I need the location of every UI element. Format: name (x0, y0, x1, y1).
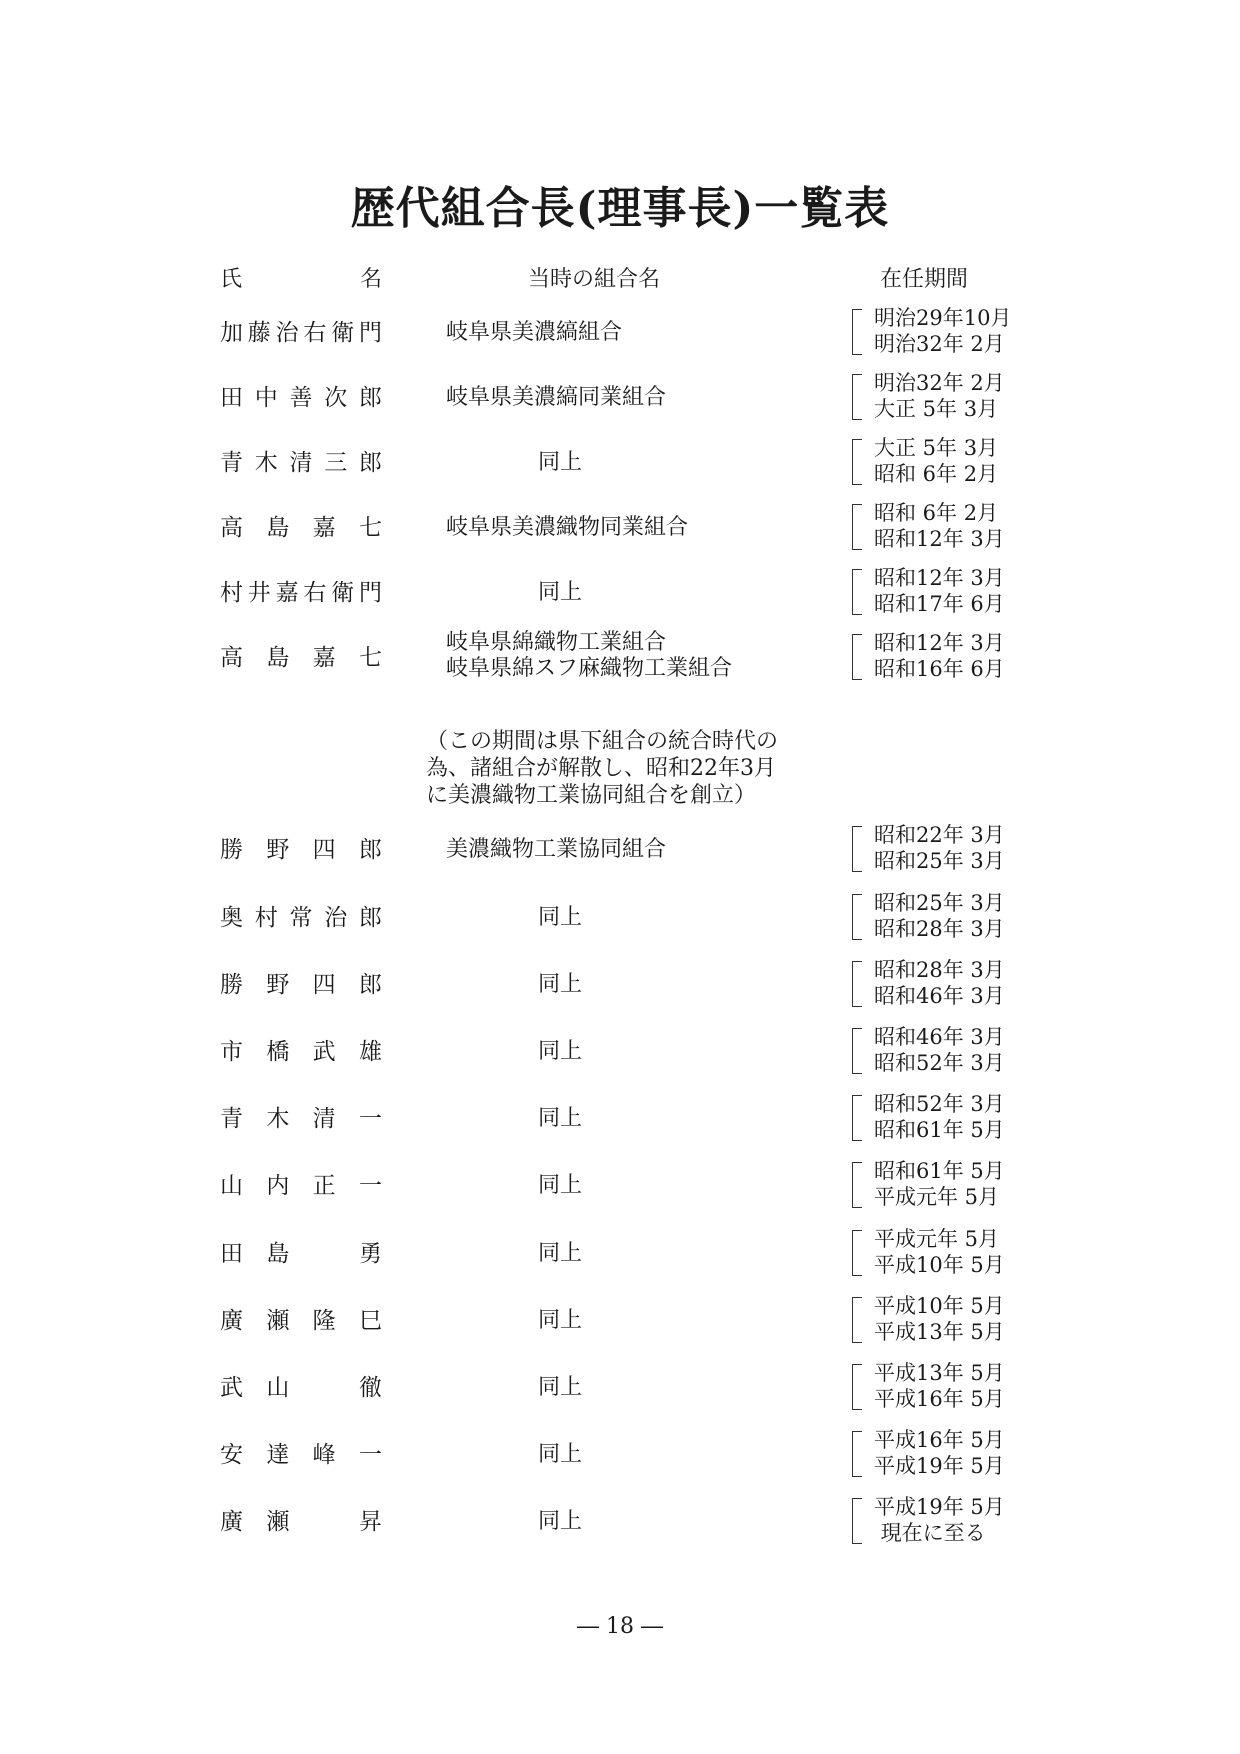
union-name (446, 515, 688, 541)
name-char: 瀬 (266, 1308, 290, 1334)
bracket-icon (852, 309, 862, 355)
union-name (538, 1442, 582, 1468)
name-char: 安 (220, 1442, 243, 1468)
bracket-icon (852, 439, 862, 485)
term-end: 平成13年 5月 (874, 1320, 1005, 1344)
union-name (538, 1308, 582, 1334)
name-char: 徹 (358, 1375, 382, 1401)
term-start: 平成13年 5月 (874, 1361, 1005, 1385)
term-end: 昭和12年 3月 (874, 527, 1005, 551)
term-start: 昭和25年 3月 (874, 891, 1005, 915)
name-char: 郎 (358, 837, 382, 863)
bracket-icon (852, 1162, 862, 1208)
term-end: 昭和28年 3月 (874, 917, 1005, 941)
name-char: 木 (254, 450, 278, 476)
term-start: 大正 5年 3月 (874, 436, 999, 460)
name-char: 右 (303, 320, 327, 346)
name-char (313, 1507, 336, 1537)
name-char: 四 (312, 972, 336, 998)
name-char: 隆 (312, 1308, 336, 1334)
union-name (538, 1173, 582, 1199)
name-char: 青 (220, 450, 243, 476)
name-char: 郎 (358, 972, 382, 998)
name-char: 一 (358, 1173, 382, 1199)
union-name (446, 385, 666, 411)
name-char: 嘉 (312, 515, 336, 541)
union-name-line: 同上 (538, 972, 583, 997)
note-line: に美濃織物工業協同組合を創立） (426, 783, 757, 808)
union-name-line: 同上 (538, 1375, 583, 1400)
name-char: 山 (220, 1173, 243, 1199)
name-char: 四 (312, 837, 336, 863)
name-char (313, 1373, 336, 1403)
header-union: 当時の組合名 (528, 267, 661, 292)
header-term: 在任期間 (880, 267, 969, 292)
name-char: 一 (358, 1442, 382, 1468)
term-end: 昭和16年 6月 (874, 657, 1005, 681)
chairman-name (220, 1306, 382, 1336)
name-char: 嘉 (312, 645, 336, 671)
term-start: 昭和61年 5月 (874, 1159, 1005, 1183)
term-start: 昭和 6年 2月 (874, 501, 999, 525)
note-line: （この期間は県下組合の統合時代の (426, 729, 779, 754)
page-title: 歴代組合長(理事長)一覧表 (350, 183, 890, 234)
term-start: 平成16年 5月 (874, 1428, 1005, 1452)
name-char: 達 (266, 1442, 290, 1468)
chairman-name (220, 643, 382, 673)
chairman-name (220, 1373, 382, 1403)
bracket-icon (852, 374, 862, 420)
header-name-first: 氏 (220, 267, 243, 292)
union-name (538, 1375, 582, 1401)
name-char: 勇 (358, 1241, 382, 1267)
union-name-line: 同上 (538, 1308, 583, 1333)
name-char: 山 (266, 1375, 290, 1401)
name-char: 島 (266, 515, 290, 541)
term-end: 昭和 6年 2月 (874, 462, 999, 486)
chairman-name (220, 1239, 382, 1269)
bracket-icon (852, 634, 862, 680)
term-start: 昭和28年 3月 (874, 958, 1005, 982)
chairman-name (220, 1037, 382, 1067)
union-name-line: 同上 (538, 1173, 583, 1198)
bracket-icon (852, 1095, 862, 1141)
union-name-line: 美濃織物工業協同組合 (446, 837, 667, 862)
chairman-name (220, 448, 382, 478)
chairman-name (220, 903, 382, 933)
name-char: 衛 (331, 580, 355, 606)
term-end: 昭和61年 5月 (874, 1118, 1005, 1142)
name-char: 雄 (358, 1039, 382, 1065)
term-end: 昭和25年 3月 (874, 849, 1005, 873)
term-end: 平成10年 5月 (874, 1253, 1005, 1277)
name-char: 廣 (220, 1509, 243, 1535)
name-char: 次 (324, 385, 348, 411)
name-char: 勝 (220, 972, 243, 998)
union-name (538, 905, 582, 931)
name-char: 右 (303, 580, 327, 606)
name-char: 清 (289, 450, 313, 476)
union-name (446, 320, 622, 346)
bracket-icon (852, 894, 862, 940)
chairman-name (220, 318, 382, 348)
term-end: 明治32年 2月 (874, 332, 1005, 356)
bracket-icon (852, 961, 862, 1007)
term-start: 平成10年 5月 (874, 1294, 1005, 1318)
union-name-line: 同上 (538, 905, 583, 930)
name-char: 武 (220, 1375, 243, 1401)
name-char: 巳 (358, 1308, 382, 1334)
chairman-name (220, 383, 382, 413)
name-char: 廣 (220, 1308, 243, 1334)
term-end: 大正 5年 3月 (874, 397, 999, 421)
term-start: 昭和52年 3月 (874, 1092, 1005, 1116)
name-char: 橋 (266, 1039, 290, 1065)
name-char: 七 (358, 515, 382, 541)
union-name (538, 580, 582, 606)
term-end: 平成元年 5月 (874, 1185, 1000, 1209)
bracket-icon (852, 826, 862, 872)
chairman-name (220, 970, 382, 1000)
chairman-name (220, 1171, 382, 1201)
union-name-line: 岐阜県綿織物工業組合 (446, 630, 667, 655)
name-char: 島 (266, 1241, 290, 1267)
union-name-line: 岐阜県美濃縞組合 (446, 320, 623, 345)
union-name-line: 岐阜県美濃織物同業組合 (446, 515, 689, 540)
chairman-name (220, 1507, 382, 1537)
term-end: 現在に至る (874, 1521, 986, 1545)
union-name (538, 1241, 582, 1267)
union-name-line: 同上 (538, 1106, 583, 1131)
bracket-icon (852, 1498, 862, 1544)
union-name (538, 1039, 582, 1065)
name-char: 島 (266, 645, 290, 671)
name-char: 野 (266, 837, 290, 863)
name-char: 清 (312, 1106, 336, 1132)
union-name-line: 同上 (538, 1039, 583, 1064)
term-start: 昭和46年 3月 (874, 1025, 1005, 1049)
term-end: 平成19年 5月 (874, 1454, 1005, 1478)
name-char: 内 (266, 1173, 290, 1199)
name-char: 瀬 (266, 1509, 290, 1535)
name-char: 三 (324, 450, 348, 476)
bracket-icon (852, 569, 862, 615)
name-char: 郎 (359, 905, 382, 931)
name-char: 奥 (220, 905, 243, 931)
term-start: 昭和22年 3月 (874, 823, 1005, 847)
term-start: 昭和12年 3月 (874, 566, 1005, 590)
bracket-icon (852, 1297, 862, 1343)
name-char: 七 (358, 645, 382, 671)
name-char: 門 (358, 320, 382, 346)
union-name-line: 同上 (538, 580, 583, 605)
name-char: 一 (358, 1106, 382, 1132)
term-end: 昭和46年 3月 (874, 984, 1005, 1008)
chairman-name (220, 513, 382, 543)
term-end: 平成16年 5月 (874, 1387, 1005, 1411)
name-char: 治 (324, 905, 348, 931)
name-char: 市 (220, 1039, 243, 1065)
term-start: 明治32年 2月 (874, 371, 1005, 395)
term-end: 昭和17年 6月 (874, 592, 1005, 616)
name-char: 勝 (220, 837, 243, 863)
bracket-icon (852, 1431, 862, 1477)
name-char: 野 (266, 972, 290, 998)
name-char: 井 (247, 580, 271, 606)
name-char: 中 (254, 385, 278, 411)
bracket-icon (852, 504, 862, 550)
union-name-line: 同上 (538, 1241, 583, 1266)
union-name (538, 1509, 582, 1535)
name-char: 加 (220, 320, 243, 346)
name-char: 高 (220, 515, 243, 541)
union-name-line: 岐阜県美濃縞同業組合 (446, 385, 667, 410)
term-start: 平成元年 5月 (874, 1227, 1000, 1251)
name-char: 常 (289, 905, 313, 931)
union-name (446, 630, 732, 682)
term-start: 昭和12年 3月 (874, 631, 1005, 655)
union-name-line: 同上 (538, 1509, 583, 1534)
bracket-icon (852, 1364, 862, 1410)
name-char: 村 (220, 580, 243, 606)
name-char (313, 1239, 336, 1269)
chairman-name (220, 578, 382, 608)
name-char: 嘉 (275, 580, 299, 606)
union-name (538, 972, 582, 998)
period-note (426, 728, 778, 809)
name-char: 郎 (359, 450, 382, 476)
name-char: 高 (220, 645, 243, 671)
chairman-name (220, 835, 382, 865)
name-char: 衛 (331, 320, 355, 346)
term-start: 平成19年 5月 (874, 1495, 1005, 1519)
term-start: 明治29年10月 (874, 306, 1012, 330)
chairman-name (220, 1440, 382, 1470)
header-name-last: 名 (359, 267, 382, 292)
name-char: 昇 (358, 1509, 382, 1535)
name-char: 青 (220, 1106, 243, 1132)
bracket-icon (852, 1028, 862, 1074)
name-char: 藤 (247, 320, 271, 346)
name-char: 村 (254, 905, 278, 931)
page-number: ― 18 ― (577, 1614, 663, 1639)
name-char: 田 (220, 385, 243, 411)
union-name-line: 同上 (538, 450, 583, 475)
header-name (220, 262, 382, 293)
union-name-line: 同上 (538, 1442, 583, 1467)
name-char: 峰 (312, 1442, 336, 1468)
chairman-name (220, 1104, 382, 1134)
name-char: 田 (220, 1241, 243, 1267)
name-char: 正 (312, 1173, 336, 1199)
name-char: 治 (275, 320, 299, 346)
name-char: 木 (266, 1106, 290, 1132)
union-name (538, 450, 582, 476)
note-line: 為、諸組合が解散し、昭和22年3月 (426, 756, 776, 781)
union-name (446, 837, 666, 863)
union-name (538, 1106, 582, 1132)
bracket-icon (852, 1230, 862, 1276)
union-name-line: 岐阜県綿スフ麻織物工業組合 (446, 656, 733, 681)
name-char: 門 (358, 580, 382, 606)
name-char: 善 (289, 385, 313, 411)
term-end: 昭和52年 3月 (874, 1051, 1005, 1075)
name-char: 郎 (359, 385, 382, 411)
name-char: 武 (312, 1039, 336, 1065)
